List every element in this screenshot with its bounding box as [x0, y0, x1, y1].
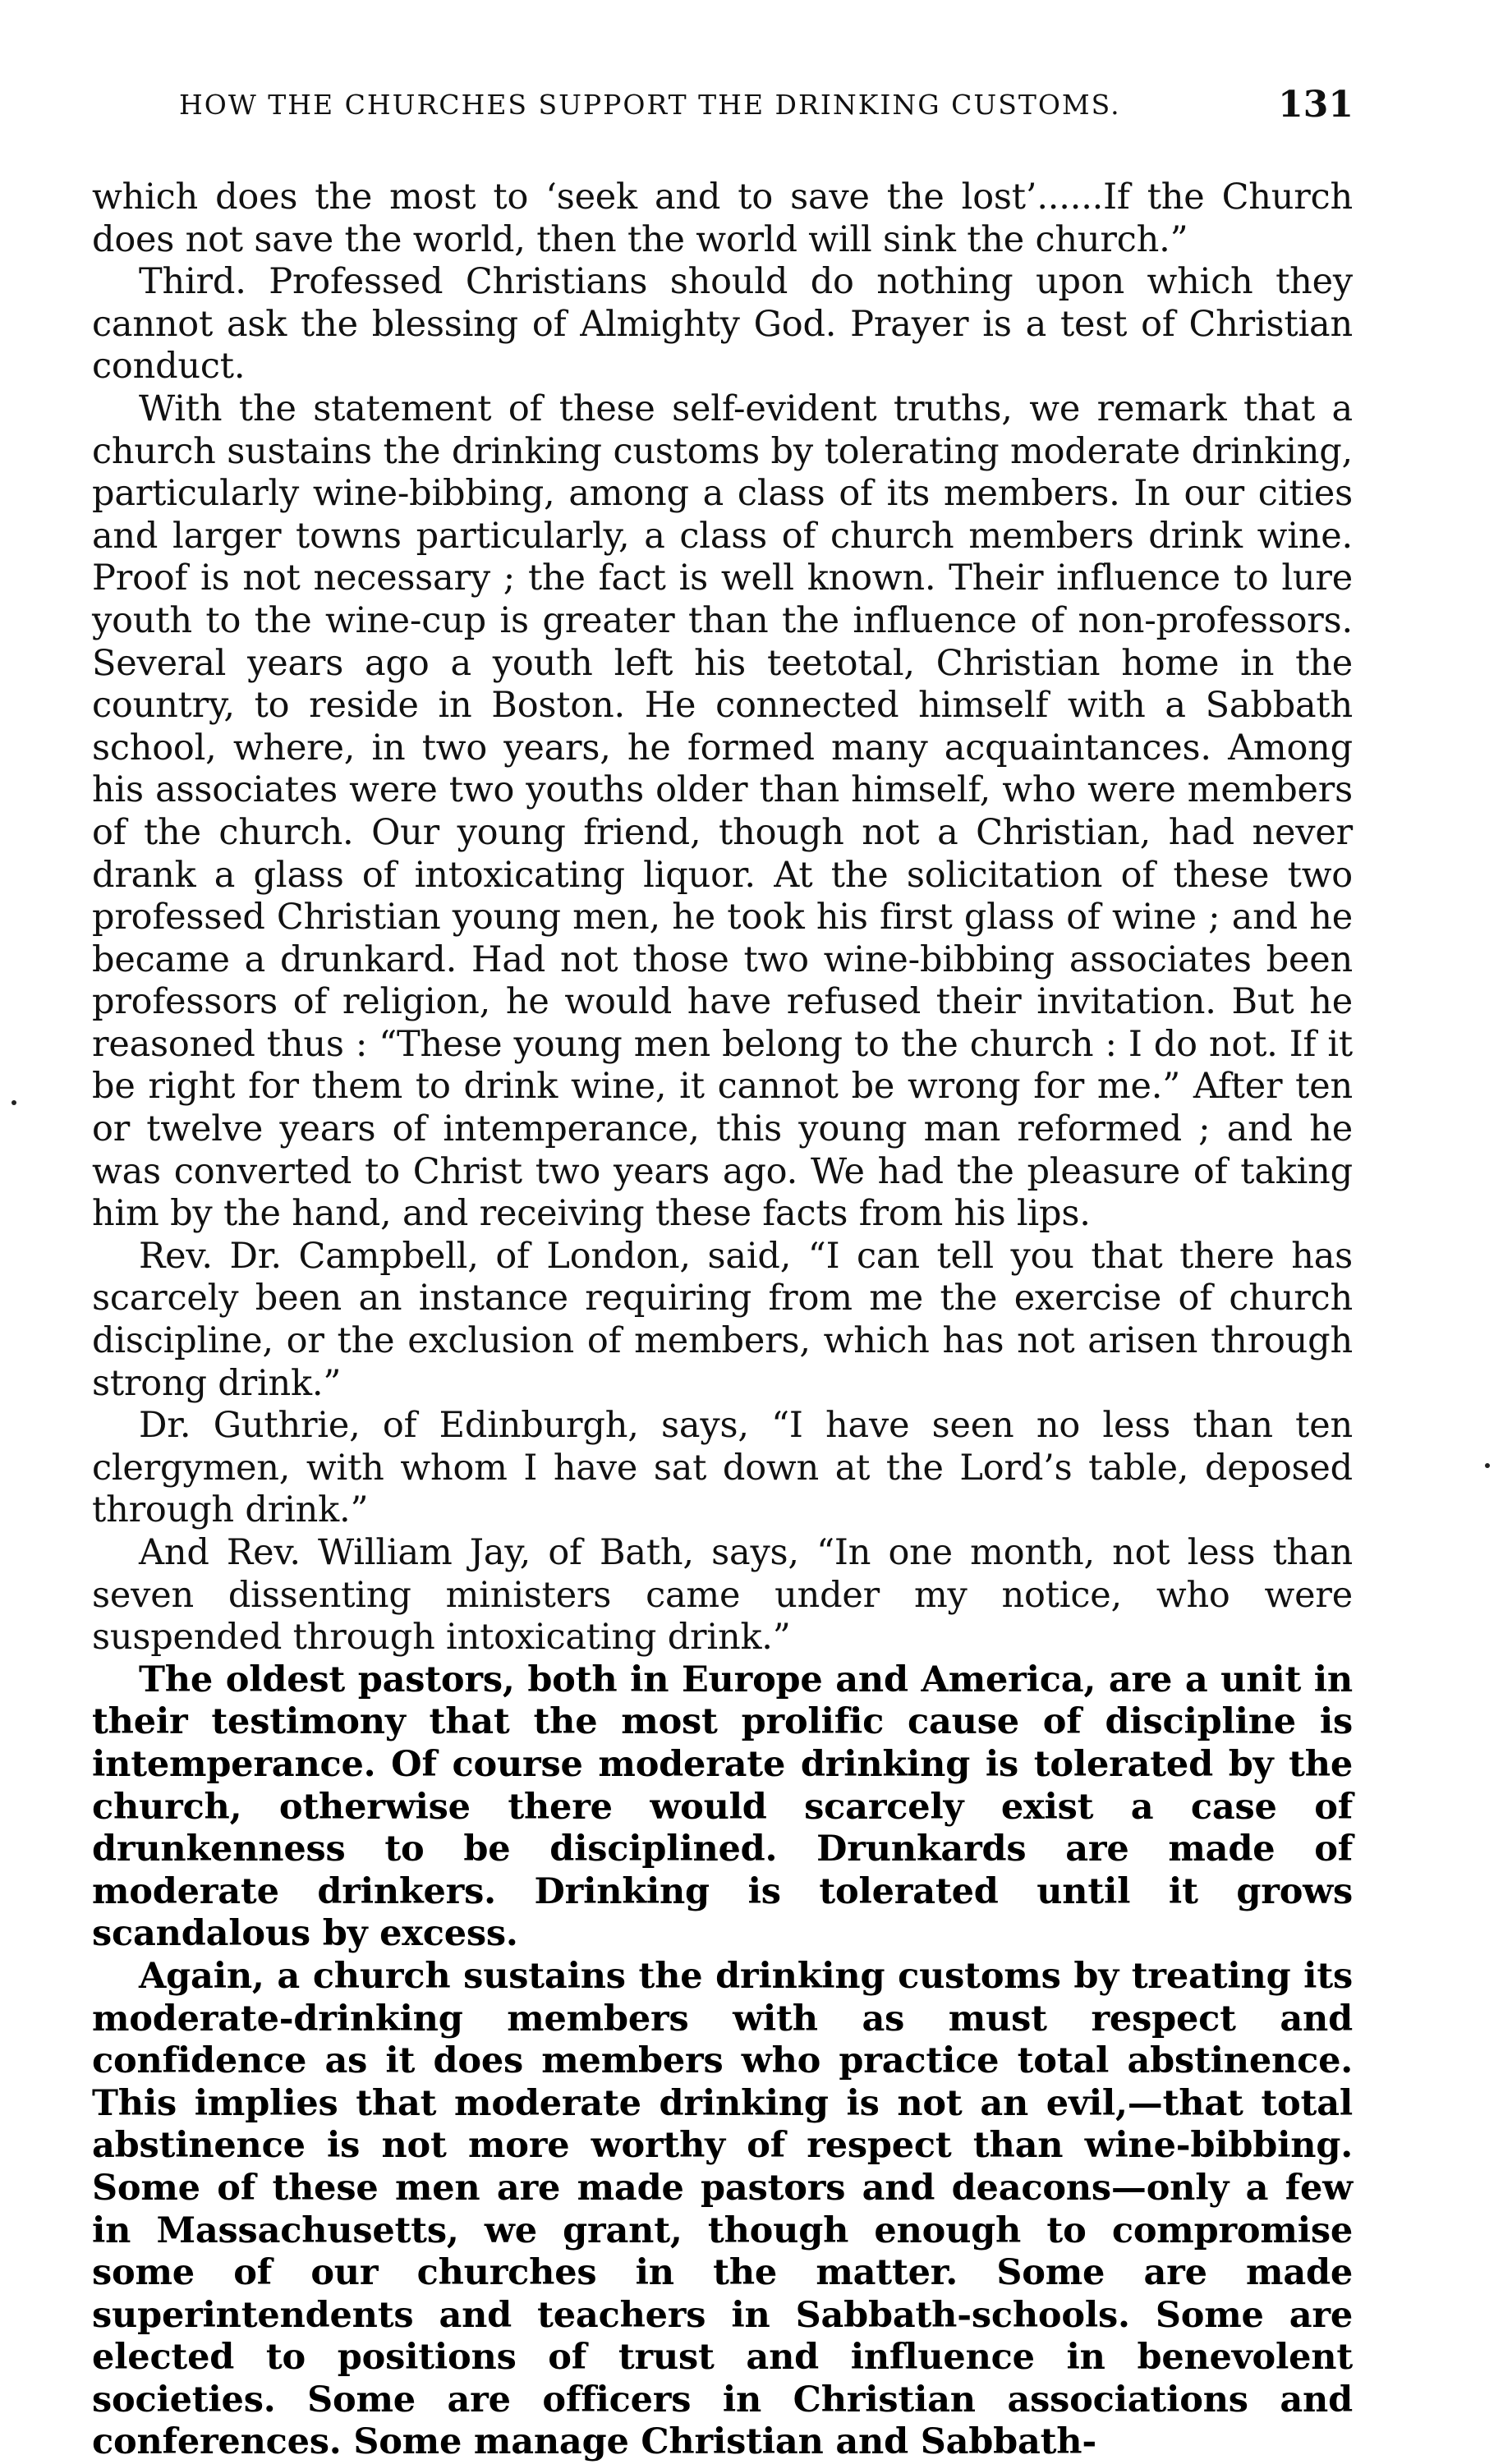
page-body: [92, 177, 1353, 2464]
paragraph-jay-quote: And Rev. William Jay, of Bath, says, “In one month, not less than seven dissenting ministers came under my notice, who were suspended through intoxicating drink.”: [92, 1532, 1353, 1659]
paragraph-third-point: Third. Professed Christians should do nothing upon which they cannot ask the blessing of Almighty God. Prayer is a test of Christian conduct.: [92, 261, 1353, 388]
paragraph-continuation: which does the most to ‘seek and to save the lost’......If the Church does not save the world, then the world will sink the church.”: [92, 177, 1353, 260]
margin-speck: [1485, 1463, 1490, 1468]
page-header: [179, 84, 1354, 138]
page-number: 131: [1278, 84, 1354, 126]
paragraph-guthrie-quote: Dr. Guthrie, of Edinburgh, says, “I have seen no less than ten clergymen, with whom I have sat down at the Lord’s table, deposed through drink.”: [92, 1405, 1353, 1531]
paragraph-oldest-pastors: The oldest pastors, both in Europe and America, are a unit in their testimony that the most prolific cause of discipline is intemperance. Of course moderate drinking is tolerated by the church, otherwise there would scarcely exist a case of drunkenness to be disciplined. Drunkards are made of moderate drinkers. Drinking is tolerated until it grows scandalous by excess.: [92, 1659, 1353, 1955]
paragraph-boston-youth: With the statement of these self-evident truths, we remark that a church sustains the drinking customs by tolerating moderate drinking, particularly wine-bibbing, among a class of its members. In our cities and larger towns particularly, a class of church members drink wine. Proof is not necessary ; the fact is well known. Their influence to lure youth to the wine-cup is greater than the influence of non-professors. Several years ago a youth left his teetotal, Christian home in the country, to reside in Boston. He connected himself with a Sabbath school, where, in two years, he formed many acquaintances. Among his associates were two youths older than himself, who were members of the church. Our young friend, though not a Christian, had never drank a glass of intoxicating liquor. At the solicitation of these two professed Christian young men, he took his first glass of wine ; and he became a drunkard. Had not those two wine-bibbing associates been professors of religion, he would have refused their invitation. But he reasoned thus : “These young men belong to the church : I do not. If it be right for them to drink wine, it cannot be wrong for me.” After ten or twelve years of intemperance, this young man reformed ; and he was converted to Christ two years ago. We had the pleasure of taking him by the hand, and receiving these facts from his lips.: [92, 388, 1353, 1235]
paragraph-moderate-drinking-members: Again, a church sustains the drinking customs by treating its moderate-drinking members with as must respect and confidence as it does members who practice total abstinence. This implies that moderate drinking is not an evil,—that total abstinence is not more worthy of respect than wine-bibbing. Some of these men are made pastors and deacons—only a few in Massachusetts, we grant, though enough to compromise some of our churches in the matter. Some are made superintendents and teachers in Sabbath-schools. Some are elected to positions of trust and influence in benevolent societies. Some are officers in Christian associations and conferences. Some manage Christian and Sabbath-: [92, 1955, 1353, 2463]
running-head: HOW THE CHURCHES SUPPORT THE DRINKING CUSTOMS.: [179, 89, 1121, 121]
paragraph-campbell-quote: Rev. Dr. Campbell, of London, said, “I can tell you that there has scarcely been an instance requiring from me the exercise of church discipline, or the exclusion of members, which has not arisen through strong drink.”: [92, 1235, 1353, 1404]
margin-speck: [11, 1100, 16, 1105]
